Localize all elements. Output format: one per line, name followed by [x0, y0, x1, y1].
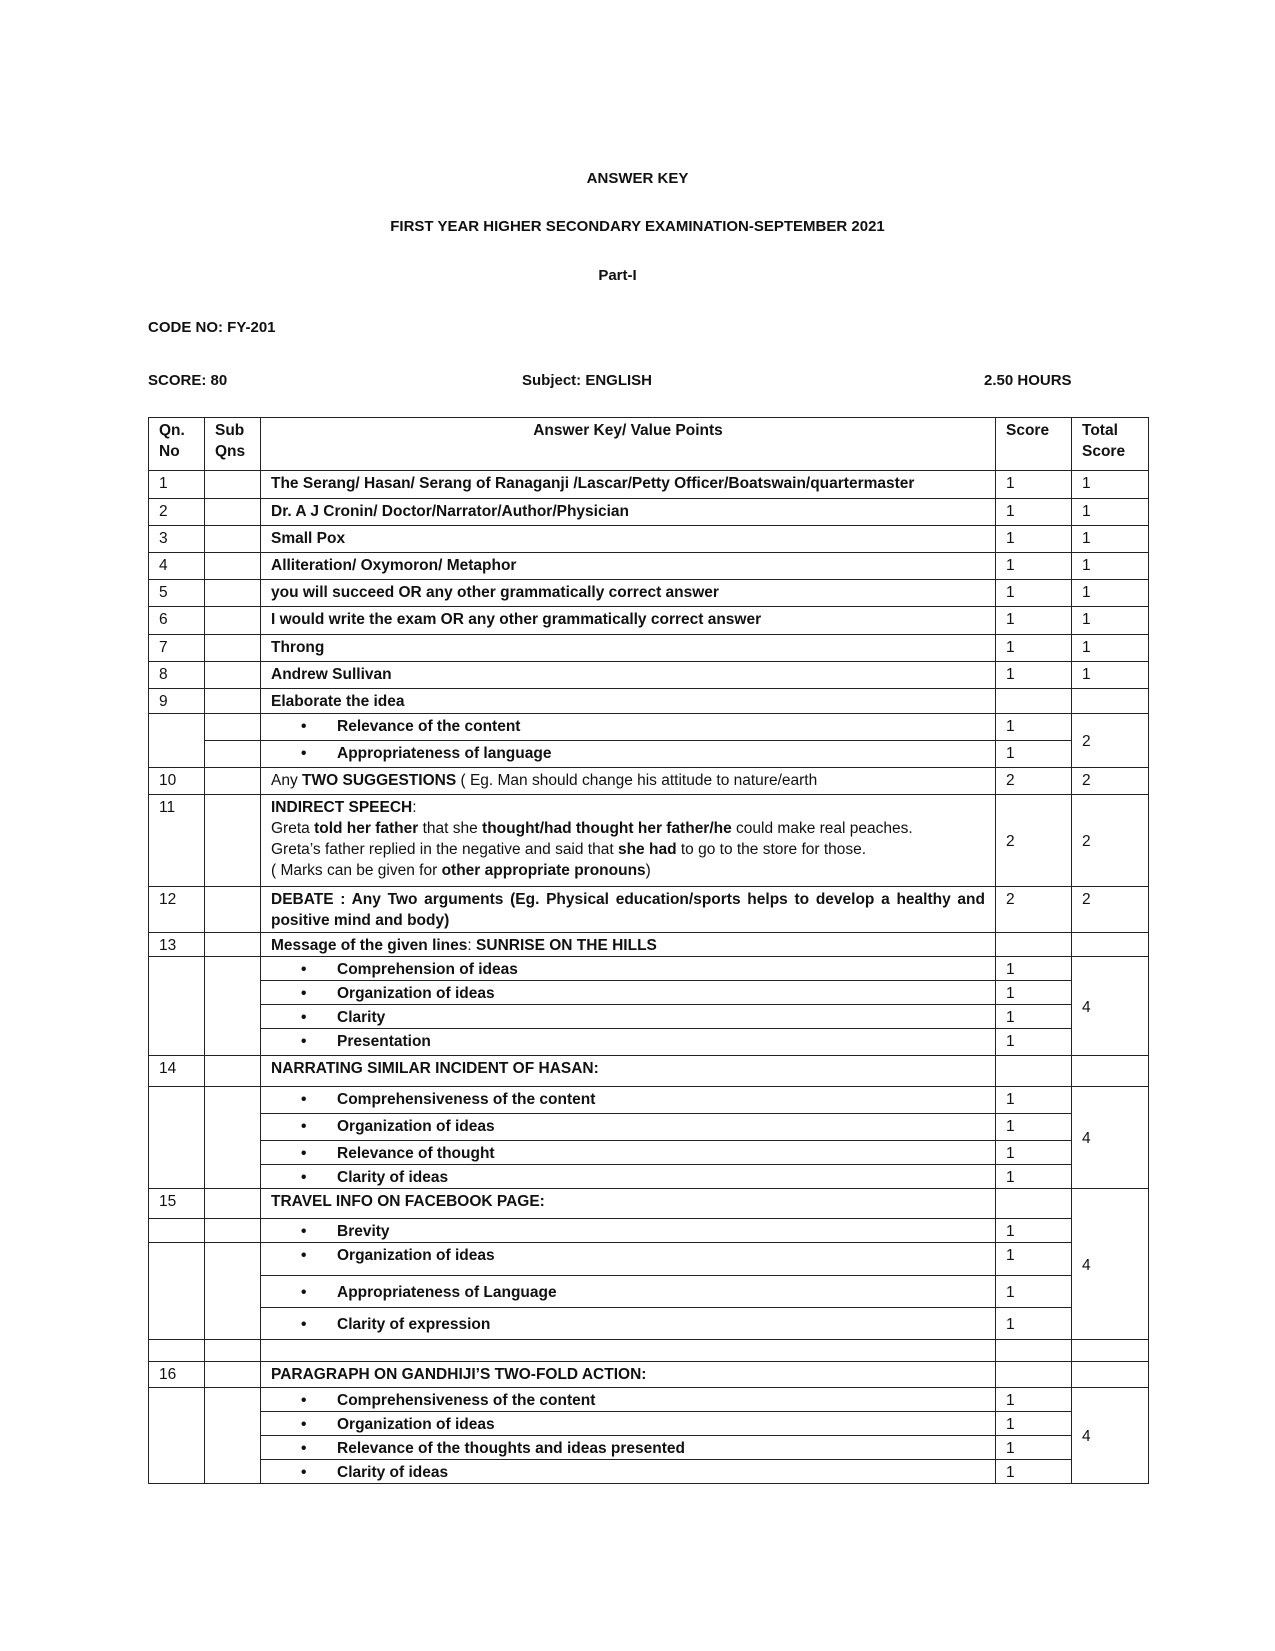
- score-cell: 1: [996, 662, 1072, 689]
- score-cell: 2: [996, 795, 1072, 887]
- bullet-icon: •: [301, 1247, 307, 1264]
- question-number: 2: [149, 499, 205, 526]
- table-row: [149, 662, 1149, 689]
- total-cell: 1: [1072, 499, 1149, 526]
- question-number: 9: [149, 689, 205, 714]
- question-number: 16: [149, 1362, 205, 1388]
- table-row: [149, 1412, 1149, 1436]
- bullet-icon: •: [301, 718, 307, 735]
- total-cell: 4: [1072, 1087, 1149, 1189]
- table-row: [149, 1460, 1149, 1484]
- value-point-text: Clarity of ideas: [337, 1464, 449, 1481]
- value-point: [261, 1087, 996, 1114]
- score-cell: 1: [996, 1276, 1072, 1308]
- score-cell: 1: [996, 1114, 1072, 1141]
- answer-text: [261, 768, 996, 795]
- value-point: [261, 1141, 996, 1165]
- table-row: [149, 1056, 1149, 1087]
- score-cell: 1: [996, 981, 1072, 1005]
- bullet-icon: •: [301, 985, 307, 1002]
- sub-question: [205, 1243, 261, 1340]
- question-number: 1: [149, 471, 205, 499]
- question-number: 10: [149, 768, 205, 795]
- score-cell: 1: [996, 1460, 1072, 1484]
- bullet-icon: •: [301, 1169, 307, 1186]
- total-cell: 1: [1072, 526, 1149, 553]
- score-cell: 2: [996, 768, 1072, 795]
- score-cell: 1: [996, 741, 1072, 768]
- text-run: Greta: [271, 820, 315, 837]
- question-number: [149, 714, 205, 768]
- table-row: [149, 607, 1149, 635]
- answer-line: [271, 797, 985, 818]
- question-number: 8: [149, 662, 205, 689]
- sub-question: [205, 607, 261, 635]
- value-point-text: Presentation: [337, 1033, 431, 1050]
- table-row: [149, 499, 1149, 526]
- bullet-icon: •: [301, 1464, 307, 1481]
- value-point: [261, 1114, 996, 1141]
- table-row: [149, 526, 1149, 553]
- table-row: [149, 471, 1149, 499]
- sub-question: [205, 1340, 261, 1362]
- header-total-score: Total Score: [1072, 418, 1149, 471]
- total-score: SCORE: 80: [148, 372, 228, 389]
- header-answer: Answer Key/ Value Points: [261, 418, 996, 471]
- score-cell: 1: [996, 1436, 1072, 1460]
- subject: Subject: ENGLISH: [522, 372, 653, 389]
- bullet-icon: •: [301, 1316, 307, 1333]
- table-row: [149, 1114, 1149, 1141]
- table-row: [149, 795, 1149, 887]
- score-cell: [996, 1056, 1072, 1087]
- value-point: [261, 1029, 996, 1056]
- score-cell: [996, 1362, 1072, 1388]
- table-row: [149, 714, 1149, 741]
- text-run: thought/had thought her father/he: [482, 820, 732, 837]
- table-row: [149, 1029, 1149, 1056]
- question-number: 7: [149, 635, 205, 662]
- table-row: [149, 1005, 1149, 1029]
- text-run: could make real peaches.: [731, 820, 913, 837]
- answer-text: [261, 1340, 996, 1362]
- sub-question: [205, 714, 261, 741]
- table-row: [149, 741, 1149, 768]
- question-number: [149, 1219, 205, 1243]
- value-point-text: Organization of ideas: [337, 1247, 495, 1264]
- score-cell: 1: [996, 957, 1072, 981]
- answer-label: DEBATE: [271, 891, 334, 908]
- exam-title: FIRST YEAR HIGHER SECONDARY EXAMINATION-SEPTEMBER 2021: [390, 218, 885, 235]
- value-point-text: Clarity of ideas: [337, 1169, 449, 1186]
- text-run: Message of the given lines: [271, 937, 468, 954]
- text-run: to go to the store for those.: [676, 841, 867, 858]
- total-cell: 2: [1072, 714, 1149, 768]
- question-number: 6: [149, 607, 205, 635]
- total-cell: [1072, 933, 1149, 957]
- total-cell: [1072, 689, 1149, 714]
- value-point-text: Comprehensiveness of the content: [337, 1091, 596, 1108]
- score-cell: 1: [996, 1219, 1072, 1243]
- table-row: [149, 580, 1149, 607]
- table-row: [149, 1276, 1149, 1308]
- sub-question: [205, 635, 261, 662]
- value-point: [261, 1243, 996, 1276]
- answer-key-table: [148, 417, 1149, 1484]
- text-run: ( Marks can be given for: [271, 862, 442, 879]
- table-row: [149, 1362, 1149, 1388]
- total-cell: 4: [1072, 957, 1149, 1056]
- total-cell: 1: [1072, 471, 1149, 499]
- colon: :: [467, 937, 477, 954]
- answer-text: Alliteration/ Oxymoron/ Metaphor: [261, 553, 996, 580]
- table-row: [149, 1165, 1149, 1189]
- text-run: told her father: [314, 820, 419, 837]
- sub-question: [205, 499, 261, 526]
- question-number: [149, 1087, 205, 1189]
- text-run: Greta’s father replied in the negative and said that: [271, 841, 618, 858]
- sub-question: [205, 768, 261, 795]
- table-row: [149, 1388, 1149, 1412]
- sub-question: [205, 471, 261, 499]
- value-point-text: Clarity: [337, 1009, 386, 1026]
- answer-emphasis: TWO SUGGESTIONS: [302, 772, 457, 789]
- table-row: [149, 768, 1149, 795]
- bullet-icon: •: [301, 1145, 307, 1162]
- table-row: [149, 635, 1149, 662]
- table-header-row: [149, 418, 1149, 471]
- sub-question: [205, 526, 261, 553]
- question-number: [149, 1388, 205, 1484]
- sub-question: [205, 933, 261, 957]
- table-row: [149, 1087, 1149, 1114]
- value-point-text: Organization of ideas: [337, 985, 495, 1002]
- bullet-icon: •: [301, 1223, 307, 1240]
- bullet-icon: •: [301, 1392, 307, 1409]
- table-row: [149, 689, 1149, 714]
- table-row: [149, 1243, 1149, 1276]
- total-cell: 2: [1072, 887, 1149, 933]
- score-cell: 1: [996, 607, 1072, 635]
- header-qn-no: Qn. No: [149, 418, 205, 471]
- part-label: Part-I: [598, 267, 637, 284]
- text-run: she had: [617, 841, 677, 858]
- value-point: [261, 714, 996, 741]
- question-number: [149, 1340, 205, 1362]
- bullet-icon: •: [301, 1440, 307, 1457]
- sub-question: [205, 1219, 261, 1243]
- total-cell: 1: [1072, 662, 1149, 689]
- bullet-icon: •: [301, 961, 307, 978]
- value-point: [261, 1005, 996, 1029]
- value-point-text: Appropriateness of Language: [337, 1284, 557, 1301]
- answer-text: [261, 795, 996, 887]
- value-point-text: Appropriateness of language: [337, 745, 552, 762]
- answer-text: Andrew Sullivan: [261, 662, 996, 689]
- table-row: [149, 1141, 1149, 1165]
- value-point: [261, 1308, 996, 1340]
- score-cell: [996, 1340, 1072, 1362]
- sub-question: [205, 553, 261, 580]
- value-point-text: Comprehensiveness of the content: [337, 1392, 596, 1409]
- question-number: 5: [149, 580, 205, 607]
- value-point: [261, 1436, 996, 1460]
- table-row: [149, 981, 1149, 1005]
- total-cell: 4: [1072, 1388, 1149, 1484]
- sub-question: [205, 689, 261, 714]
- question-number: 3: [149, 526, 205, 553]
- answer-heading: [261, 933, 996, 957]
- bullet-icon: •: [301, 1091, 307, 1108]
- total-cell: [1072, 1362, 1149, 1388]
- header-sub-qns: Sub Qns: [205, 418, 261, 471]
- total-cell: 1: [1072, 607, 1149, 635]
- value-point-text: Organization of ideas: [337, 1416, 495, 1433]
- answer-heading: TRAVEL INFO ON FACEBOOK PAGE:: [261, 1189, 996, 1219]
- value-point-text: Comprehension of ideas: [337, 961, 518, 978]
- total-cell: 1: [1072, 580, 1149, 607]
- value-point: [261, 1460, 996, 1484]
- bullet-icon: •: [301, 1033, 307, 1050]
- score-cell: 1: [996, 1141, 1072, 1165]
- duration: 2.50 HOURS: [984, 372, 1072, 389]
- sub-question: [205, 662, 261, 689]
- table-row: [149, 1219, 1149, 1243]
- question-number: 13: [149, 933, 205, 957]
- table-row-empty: [149, 1340, 1149, 1362]
- sub-question: [205, 1362, 261, 1388]
- total-cell: 2: [1072, 795, 1149, 887]
- question-number: 12: [149, 887, 205, 933]
- value-point: [261, 981, 996, 1005]
- sub-question: [205, 957, 261, 1056]
- score-cell: [996, 1189, 1072, 1219]
- value-point-text: Brevity: [337, 1223, 390, 1240]
- question-number: 4: [149, 553, 205, 580]
- score-cell: 1: [996, 1243, 1072, 1276]
- question-number: [149, 1243, 205, 1340]
- score-cell: [996, 689, 1072, 714]
- value-point: [261, 1219, 996, 1243]
- answer-text: The Serang/ Hasan/ Serang of Ranaganji /Lascar/Petty Officer/Boatswain/quartermaster: [261, 471, 996, 499]
- table-row: [149, 957, 1149, 981]
- answer-heading: Elaborate the idea: [261, 689, 996, 714]
- score-cell: 1: [996, 1165, 1072, 1189]
- sub-question: [205, 1189, 261, 1219]
- answer-line: [271, 839, 985, 860]
- sub-question: [205, 795, 261, 887]
- total-cell: 1: [1072, 553, 1149, 580]
- text-run: other appropriate pronouns: [441, 862, 646, 879]
- table-row: [149, 1308, 1149, 1340]
- sub-question: [205, 1056, 261, 1087]
- answer-text: you will succeed OR any other grammatically correct answer: [261, 580, 996, 607]
- answer-heading: NARRATING SIMILAR INCIDENT OF HASAN:: [261, 1056, 996, 1087]
- bullet-icon: •: [301, 1118, 307, 1135]
- answer-text: Dr. A J Cronin/ Doctor/Narrator/Author/Physician: [261, 499, 996, 526]
- text-run: ): [645, 862, 651, 879]
- total-cell: 1: [1072, 635, 1149, 662]
- text-run: that she: [418, 820, 483, 837]
- table-row: [149, 933, 1149, 957]
- question-number: [149, 957, 205, 1056]
- colon: :: [412, 799, 417, 816]
- value-point: [261, 957, 996, 981]
- value-point-text: Organization of ideas: [337, 1118, 495, 1135]
- score-cell: 2: [996, 887, 1072, 933]
- question-number: 14: [149, 1056, 205, 1087]
- sub-question: [205, 1087, 261, 1189]
- score-cell: 1: [996, 499, 1072, 526]
- score-cell: 1: [996, 553, 1072, 580]
- value-point-text: Relevance of the content: [337, 718, 521, 735]
- value-point: [261, 1165, 996, 1189]
- score-cell: 1: [996, 1087, 1072, 1114]
- answer-text: Small Pox: [261, 526, 996, 553]
- bullet-icon: •: [301, 745, 307, 762]
- answer-heading: INDIRECT SPEECH: [271, 799, 413, 816]
- value-point-text: Clarity of expression: [337, 1316, 491, 1333]
- table-row: [149, 1436, 1149, 1460]
- score-cell: 1: [996, 635, 1072, 662]
- score-cell: 1: [996, 714, 1072, 741]
- sub-question: [205, 1388, 261, 1484]
- answer-rest: ( Eg. Man should change his attitude to nature/earth: [456, 772, 818, 789]
- value-point: [261, 1388, 996, 1412]
- score-cell: 1: [996, 1388, 1072, 1412]
- sub-question: [205, 741, 261, 768]
- score-cell: 1: [996, 1005, 1072, 1029]
- score-cell: [996, 933, 1072, 957]
- answer-line: [271, 860, 985, 881]
- score-cell: 1: [996, 1308, 1072, 1340]
- bullet-icon: •: [301, 1416, 307, 1433]
- bullet-icon: •: [301, 1284, 307, 1301]
- total-cell: 4: [1072, 1189, 1149, 1340]
- answer-text: I would write the exam OR any other grammatically correct answer: [261, 607, 996, 635]
- value-point-text: Relevance of the thoughts and ideas presented: [337, 1440, 685, 1457]
- answer-line: [271, 818, 985, 839]
- header-score: Score: [996, 418, 1072, 471]
- value-point: [261, 1276, 996, 1308]
- score-cell: 1: [996, 1412, 1072, 1436]
- code-number: CODE NO: FY-201: [148, 319, 276, 336]
- bullet-icon: •: [301, 1009, 307, 1026]
- score-cell: 1: [996, 580, 1072, 607]
- table-row: [149, 1189, 1149, 1219]
- answer-prefix: Any: [271, 772, 303, 789]
- value-point: [261, 741, 996, 768]
- answer-key-title: ANSWER KEY: [586, 170, 689, 187]
- score-cell: 1: [996, 471, 1072, 499]
- answer-rest: : Any Two arguments (Eg. Physical education/sports helps to develop a healthy and positive mind and body): [271, 891, 985, 929]
- value-point: [261, 1412, 996, 1436]
- value-point-text: Relevance of thought: [337, 1145, 495, 1162]
- text-run: SUNRISE ON THE HILLS: [476, 937, 657, 954]
- question-number: 11: [149, 795, 205, 887]
- table-row: [149, 553, 1149, 580]
- sub-question: [205, 580, 261, 607]
- total-cell: [1072, 1340, 1149, 1362]
- total-cell: 2: [1072, 768, 1149, 795]
- total-cell: [1072, 1056, 1149, 1087]
- question-number: 15: [149, 1189, 205, 1219]
- score-cell: 1: [996, 526, 1072, 553]
- table-row: [149, 887, 1149, 933]
- answer-text: [261, 887, 996, 933]
- answer-text: Throng: [261, 635, 996, 662]
- score-cell: 1: [996, 1029, 1072, 1056]
- answer-heading: PARAGRAPH ON GANDHIJI’S TWO-FOLD ACTION:: [261, 1362, 996, 1388]
- sub-question: [205, 887, 261, 933]
